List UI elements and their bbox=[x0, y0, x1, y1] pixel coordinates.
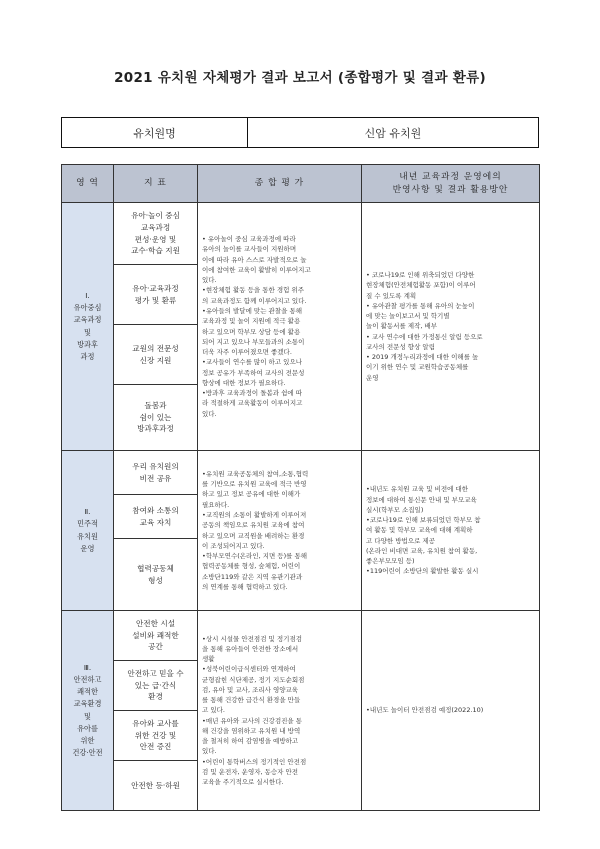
summary-text-line: 하고 있고 정보 공유에 대한 이해가 bbox=[202, 490, 301, 499]
plan-text-line: •119어린이 소방단의 활발한 활동 실시 bbox=[366, 567, 479, 576]
summary-text-line: •상시 시설물 안전점검 및 정기점검 bbox=[202, 634, 303, 643]
indicator-label-line: 유아·교육과정 bbox=[132, 283, 179, 293]
summary-text-line: •유치원 교육공동체의 참여,소통,협력 bbox=[202, 469, 309, 478]
summary-text-line: 있다. bbox=[202, 747, 217, 756]
indicator-label-line: 교육과정 bbox=[140, 222, 171, 232]
summary-text-line: 되어 지고 있으나 부모들과의 소통이 bbox=[202, 337, 305, 346]
evaluation-table bbox=[61, 164, 540, 811]
plan-text-line: 현장체험(안전체험활동 포함)이 이루어 bbox=[366, 281, 476, 290]
summary-text-line: 검, 유아 및 교사, 조리사 영양교육 bbox=[202, 685, 299, 694]
indicator-label-line: 형성 bbox=[148, 575, 163, 585]
plan-text-line: 좋은부모모임 등) bbox=[366, 557, 415, 566]
summary-text-line: • 유아놀이 중심 교육과정에 따라 bbox=[202, 235, 296, 244]
indicator-label-line: 편성·운영 및 bbox=[134, 234, 177, 244]
plan-text-line: 정보에 대하여 통신문 안내 및 부모교육 bbox=[366, 495, 477, 504]
area-cell bbox=[62, 203, 114, 451]
plan-text-line: 여 활동 및 학부모 교육에 대해 계획하 bbox=[366, 526, 473, 535]
area-label-line: Ⅱ. bbox=[84, 507, 91, 517]
indicator-cell bbox=[114, 539, 198, 611]
indicator-label-line: 환경 bbox=[148, 692, 163, 702]
summary-text-line: 교육과정 및 놀이 지원에 적극 활용 bbox=[202, 317, 301, 326]
summary-cell bbox=[198, 203, 362, 451]
header-plan bbox=[362, 165, 540, 203]
indicator-label-line: 공간 bbox=[148, 642, 163, 652]
plan-text-line: (온라인 비대면 교육, 유치원 참여 활동, bbox=[366, 546, 478, 555]
summary-text-line: 향상에 대한 정보가 필요하다. bbox=[202, 378, 286, 387]
area-label-line: 운영 bbox=[80, 543, 95, 553]
table-row bbox=[62, 451, 540, 495]
summary-text-line: •학부모연수(온라인, 지면 등)를 통해 bbox=[202, 552, 308, 561]
summary-cell bbox=[198, 611, 362, 811]
indicator-label-line: 안전한 시설 bbox=[135, 618, 176, 628]
summary-text-line: •교직원의 소통이 활발하게 이루어져 bbox=[202, 510, 307, 519]
indicator-label-line: 있는 급·간식 bbox=[134, 680, 177, 690]
area-label-line: 방과후 bbox=[77, 339, 98, 349]
indicator-cell bbox=[114, 325, 198, 385]
header-plan-line: 내년 교육과정 운영에의 bbox=[399, 171, 502, 182]
summary-text-line: •어린이 통학버스의 정기적인 안전점 bbox=[202, 757, 307, 766]
plan-text-line: • 2019 개정누리과정에 대한 이해를 높 bbox=[366, 353, 479, 362]
summary-text-line: 있다. bbox=[202, 276, 217, 285]
summary-text-line: 이 조성되어지고 있다. bbox=[202, 541, 265, 550]
summary-text-line: 하고 있으며 교직원을 배려하는 환경 bbox=[202, 531, 305, 540]
summary-text-line: •교사들이 연수를 많이 하고 있으나 bbox=[202, 358, 303, 367]
summary-text-line: 해 건강을 염위하고 유치원 내 방역 bbox=[202, 726, 301, 735]
indicator-label-line: 협력공동체 bbox=[137, 563, 174, 573]
indicator-cell bbox=[114, 711, 198, 761]
indicator-label-line: 돌봄과 bbox=[144, 400, 167, 410]
area-label-line: 유아중심 bbox=[73, 303, 102, 313]
indicator-cell bbox=[114, 495, 198, 539]
summary-text-line: 더욱 자주 이루어졌으면 좋겠다. bbox=[202, 348, 292, 357]
plan-text-line: 놀이 활동서를 제작, 배부 bbox=[366, 322, 438, 331]
plan-cell bbox=[362, 451, 540, 611]
plan-text-line: 실시(학부모 소집일) bbox=[366, 505, 424, 514]
indicator-label-line: 교수·학습 지원 bbox=[131, 246, 180, 256]
header-plan-line: 반영사항 및 결과 활용방안 bbox=[392, 184, 509, 195]
area-label-line: 위한 bbox=[80, 735, 95, 745]
summary-text-line: 교육을 주기적으로 실시한다. bbox=[202, 778, 284, 787]
plan-text-line: 이기 위한 연수 및 교원학습공동체를 bbox=[366, 363, 469, 372]
plan-text-line: • 교사 연수에 대한 가정통신 알림 등으로 bbox=[366, 332, 483, 341]
plan-text-line: • 유아관찰 평가를 통해 유아의 눈높이 bbox=[366, 301, 475, 310]
summary-text-line: •현장체험 활동 등을 통한 경험 위주 bbox=[202, 286, 305, 295]
kindergarten-name-label: 유치원명 bbox=[62, 118, 248, 147]
summary-text-line: 를 통해 건강한 급간식 환경을 만들 bbox=[202, 696, 301, 705]
indicator-label-line: 방과후과정 bbox=[137, 424, 174, 434]
indicator-label-line: 신장 지원 bbox=[139, 355, 172, 365]
table-header-row bbox=[62, 165, 540, 203]
header-indicator: 지 표 bbox=[114, 165, 198, 203]
plan-text-line: 교사의 전문성 향상 알림 bbox=[366, 342, 435, 351]
area-label-line: 민주적 bbox=[77, 519, 98, 529]
plan-text-line: 에 맞는 놀이보고서 및 학기별 bbox=[366, 312, 450, 321]
indicator-label-line: 평가 및 환류 bbox=[134, 295, 177, 305]
plan-text-line: •코로나19로 인해 보류되었던 학부모 참 bbox=[366, 516, 481, 525]
plan-text-line: •내년도 놀이터 안전점검 예정(2022.10) bbox=[366, 706, 484, 715]
summary-text-line: 유아의 놀이를 교사들이 지원하며 bbox=[202, 245, 297, 254]
area-cell bbox=[62, 451, 114, 611]
indicator-label-line: 교원의 전문성 bbox=[132, 343, 179, 353]
area-label-line: Ⅰ. bbox=[85, 290, 90, 300]
summary-text-line: 생활 bbox=[202, 655, 215, 664]
summary-text-line: 균형잡힌 식단제공, 정기 지도순회점 bbox=[202, 675, 305, 684]
indicator-label-line: 비전 공유 bbox=[139, 473, 172, 483]
indicator-label-line: 안전한 등·하원 bbox=[131, 780, 180, 790]
indicator-label-line: 위한 건강 및 bbox=[134, 730, 177, 740]
summary-cell bbox=[198, 451, 362, 611]
summary-text-line: 라 적절하게 교육활동이 이루어지고 bbox=[202, 399, 303, 408]
header-summary: 종 합 평 가 bbox=[198, 165, 362, 203]
summary-text-line: •매년 유아와 교사의 건강검진을 통 bbox=[202, 716, 303, 725]
area-label-line: 및 bbox=[84, 327, 91, 337]
summary-text-line: 공동의 책임으로 유치원 교육에 참여 bbox=[202, 521, 305, 530]
page-title: 2021 유치원 자체평가 결과 보고서 (종합평가 및 결과 환류) bbox=[114, 70, 486, 86]
indicator-label-line: 교육 자치 bbox=[139, 517, 172, 527]
indicator-cell bbox=[114, 265, 198, 325]
summary-text-line: 의 교육과정도 함께 이루어지고 있다. bbox=[202, 296, 307, 305]
summary-text-line: 의 연계를 통해 협력하고 있다. bbox=[202, 582, 288, 591]
summary-text-line: 이에 참여한 교육이 활발히 이루어지고 bbox=[202, 265, 311, 274]
summary-text-line: 하고 있으며 학부모 상담 등에 활용 bbox=[202, 327, 301, 336]
summary-text-line: •유아들의 발달에 맞는 관찰을 통해 bbox=[202, 306, 303, 315]
area-label-line: 유아를 bbox=[77, 723, 98, 733]
area-label-line: 과정 bbox=[80, 351, 95, 361]
area-label-line: 쾌적한 bbox=[77, 687, 98, 697]
indicator-label-line: 우리 유치원의 bbox=[132, 461, 179, 471]
summary-text-line: 소방단119와 같은 지역 유관기관과 bbox=[202, 572, 303, 581]
summary-text-line: 을 통해 유아들이 안전한 장소에서 bbox=[202, 644, 299, 653]
indicator-cell bbox=[114, 611, 198, 661]
indicator-cell bbox=[114, 203, 198, 265]
summary-text-line: 검 및 운전자, 운영자, 동승자 안전 bbox=[202, 767, 299, 776]
summary-text-line: 을 철저히 하여 감염병을 예방하고 bbox=[202, 737, 299, 746]
summary-text-line: 를 기반으로 유치원 교육에 적극 반영 bbox=[202, 480, 307, 489]
summary-text-line: 이에 따라 유아 스스로 자발적으로 놀 bbox=[202, 255, 307, 264]
summary-text-line: •방과후 교육과정이 돌봄과 쉼에 따 bbox=[202, 389, 303, 398]
area-label-line: 유치원 bbox=[77, 531, 98, 541]
area-label-line: 교육과정 bbox=[73, 315, 102, 325]
indicator-label-line: 유아·놀이 중심 bbox=[131, 210, 180, 220]
area-label-line: 및 bbox=[84, 711, 91, 721]
plan-text-line: 운영 bbox=[366, 373, 379, 382]
table-row bbox=[62, 203, 540, 265]
summary-text-line: 있다. bbox=[202, 409, 217, 418]
summary-text-line: 협력공동체를 형성, 숲체험, 어린이 bbox=[202, 562, 301, 571]
plan-cell bbox=[362, 611, 540, 811]
area-label-line: 건강·안전 bbox=[72, 748, 103, 758]
indicator-label-line: 설비와 쾌적한 bbox=[132, 630, 179, 640]
summary-text-line: 필요하다. bbox=[202, 500, 230, 509]
header-area: 영 역 bbox=[62, 165, 114, 203]
area-label-line: 안전하고 bbox=[73, 674, 102, 684]
table-row bbox=[62, 611, 540, 661]
indicator-label-line: 참여와 소통의 bbox=[132, 505, 179, 515]
indicator-cell bbox=[114, 451, 198, 495]
indicator-label-line: 안전 증진 bbox=[139, 742, 172, 752]
indicator-label-line: 안전하고 믿을 수 bbox=[127, 668, 184, 678]
summary-text-line: 정보 공유가 부족하여 교사의 전문성 bbox=[202, 368, 305, 377]
indicator-cell bbox=[114, 661, 198, 711]
area-label-line: Ⅲ. bbox=[83, 662, 92, 672]
kindergarten-name-value: 신암 유치원 bbox=[364, 126, 422, 140]
plan-text-line: •내년도 유치원 교육 및 비전에 대한 bbox=[366, 485, 469, 494]
indicator-label-line: 쉼이 있는 bbox=[139, 412, 172, 422]
area-label-line: 교육환경 bbox=[73, 699, 102, 709]
kindergarten-name-box bbox=[61, 117, 539, 148]
indicator-cell bbox=[114, 761, 198, 811]
area-cell bbox=[62, 611, 114, 811]
plan-text-line: 고 다양한 방법으로 제공 bbox=[366, 536, 435, 545]
plan-cell bbox=[362, 203, 540, 451]
indicator-label-line: 유아와 교사를 bbox=[132, 718, 179, 728]
indicator-cell bbox=[114, 385, 198, 451]
plan-text-line: • 코로나19로 인해 위축되었던 다양한 bbox=[366, 271, 475, 280]
plan-text-line: 질 수 있도록 계획 bbox=[366, 291, 417, 300]
summary-text-line: •성북어린이급식센터와 연계하여 bbox=[202, 665, 296, 674]
summary-text-line: 고 있다. bbox=[202, 706, 225, 715]
